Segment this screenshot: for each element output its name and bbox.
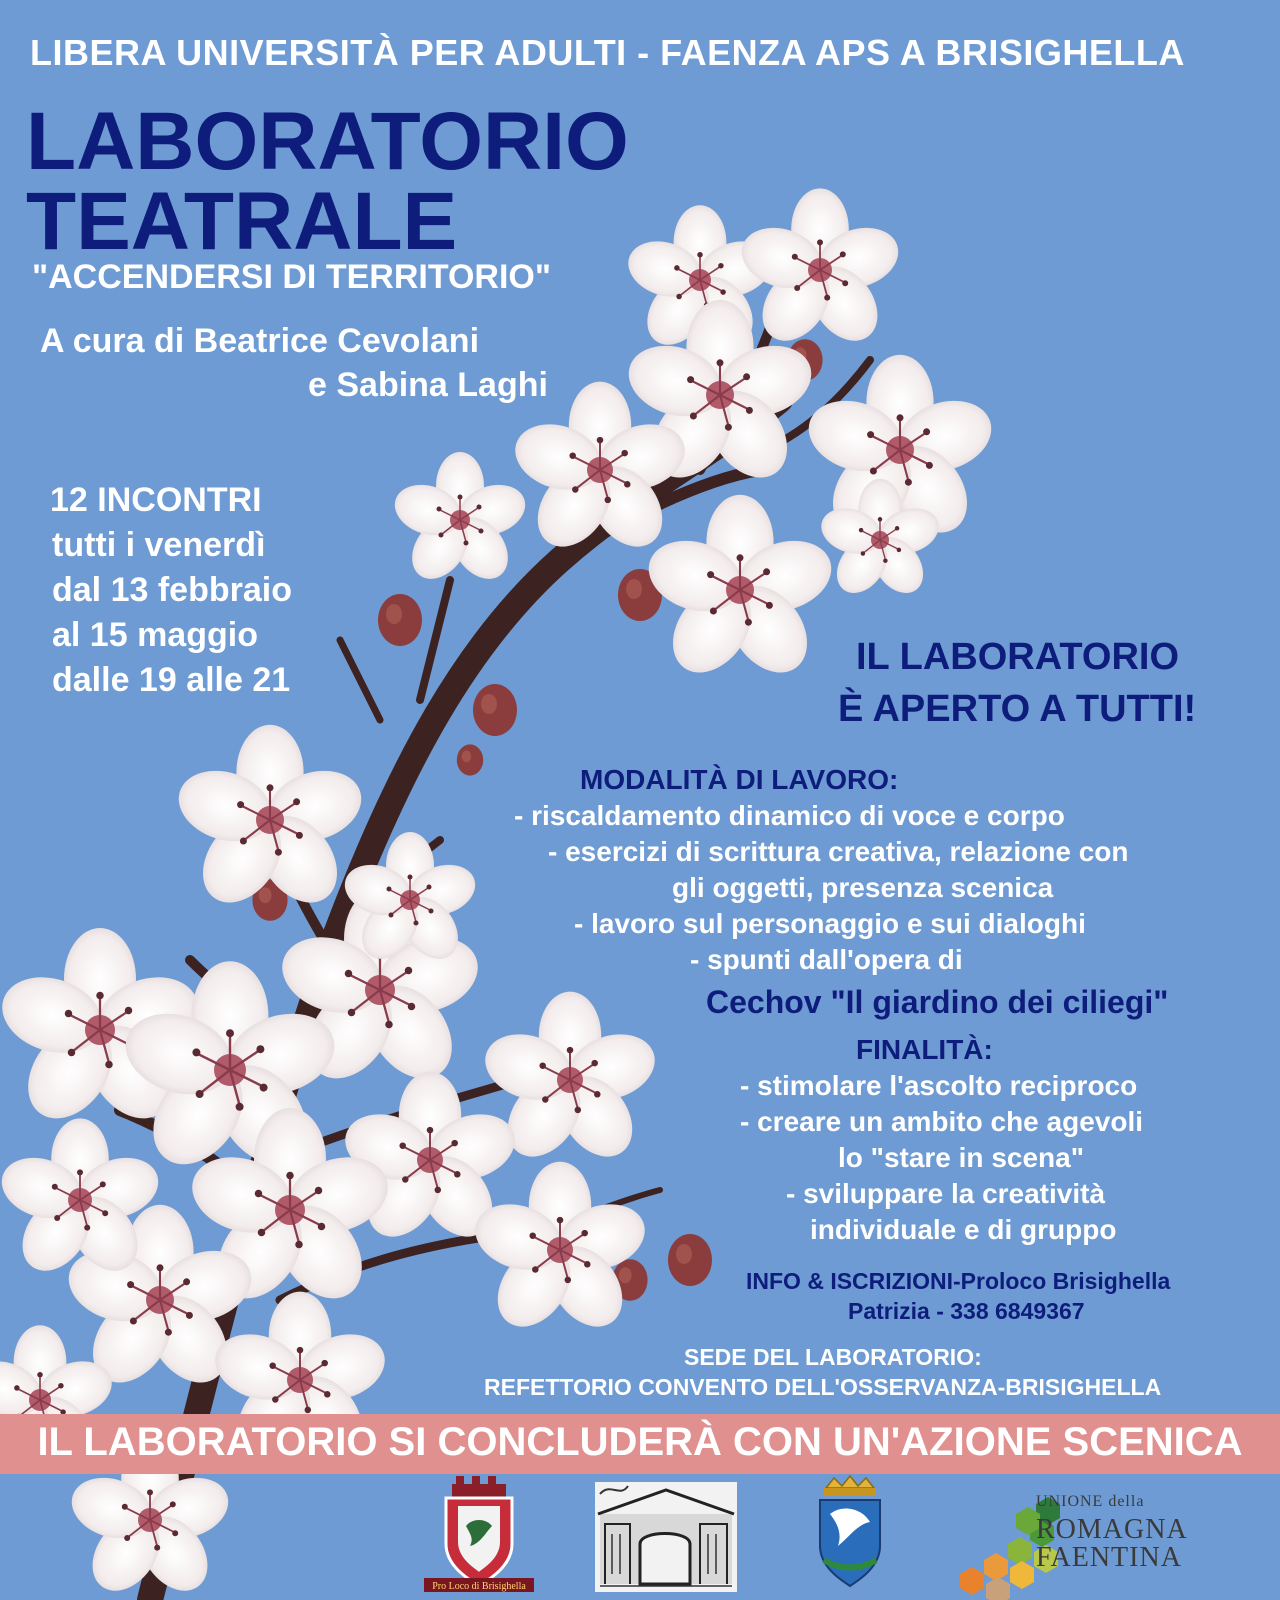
contact-info: INFO & ISCRIZIONI-Proloco Brisighella (746, 1268, 1171, 1294)
open-notice-line-1: IL LABORATORIO (856, 636, 1179, 678)
title-line-2: TEATRALE (26, 176, 458, 267)
methods-item: - esercizi di scrittura creativa, relazione con (548, 836, 1129, 867)
schedule-line: 12 INCONTRI (50, 481, 262, 519)
curators-line-1: A cura di Beatrice Cevolani (40, 322, 480, 360)
union-logo-text (1036, 1488, 1188, 1572)
methods-item: gli oggetti, presenza scenica (672, 872, 1054, 903)
schedule-block (50, 478, 292, 703)
municipality-crest (820, 1476, 880, 1586)
proloco-logo (424, 1476, 534, 1592)
open-notice-line-2: È APERTO A TUTTI! (838, 688, 1197, 730)
schedule-line: dalle 19 alle 21 (52, 661, 291, 699)
goals-item: - stimolare l'ascolto reciproco (740, 1070, 1138, 1101)
title-line-1: LABORATORIO (26, 96, 629, 187)
methods-item: - lavoro sul personaggio e sui dialoghi (574, 908, 1086, 939)
methods-heading: MODALITÀ DI LAVORO: (580, 764, 899, 795)
closing-banner-text: IL LABORATORIO SI CONCLUDERÀ CON UN'AZIONE SCENICA (37, 1420, 1243, 1464)
schedule-line: tutti i venerdì (52, 526, 266, 564)
venue-address: REFETTORIO CONVENTO DELL'OSSERVANZA-BRISIGHELLA (484, 1374, 1162, 1400)
curators-line-2: e Sabina Laghi (308, 366, 548, 404)
union-logo-line-1: UNIONE della (1036, 1493, 1145, 1510)
convent-illustration (595, 1482, 737, 1592)
goals-item: individuale e di gruppo (810, 1214, 1117, 1245)
contact-phone: Patrizia - 338 6849367 (848, 1298, 1085, 1324)
union-logo-line-3: FAENTINA (1036, 1542, 1182, 1573)
goals-item: - creare un ambito che agevoli (740, 1106, 1144, 1137)
union-logo-line-2: ROMAGNA (1036, 1514, 1188, 1545)
goals-item: - sviluppare la creatività (786, 1178, 1106, 1209)
schedule-line: al 15 maggio (52, 616, 258, 654)
methods-item: - riscaldamento dinamico di voce e corpo (514, 800, 1065, 831)
goals-heading: FINALITÀ: (856, 1034, 993, 1065)
goals-item: lo "stare in scena" (838, 1142, 1084, 1173)
schedule-line: dal 13 febbraio (52, 571, 292, 609)
venue-heading: SEDE DEL LABORATORIO: (684, 1344, 982, 1370)
proloco-label: Pro Loco di Brisighella (432, 1581, 526, 1592)
subtitle: "ACCENDERSI DI TERRITORIO" (32, 258, 551, 296)
organizer-header: LIBERA UNIVERSITÀ PER ADULTI - FAENZA APS A BRISIGHELLA (30, 32, 1185, 73)
methods-highlight: Cechov "Il giardino dei ciliegi" (706, 984, 1169, 1020)
methods-item: - spunti dall'opera di (690, 944, 963, 975)
